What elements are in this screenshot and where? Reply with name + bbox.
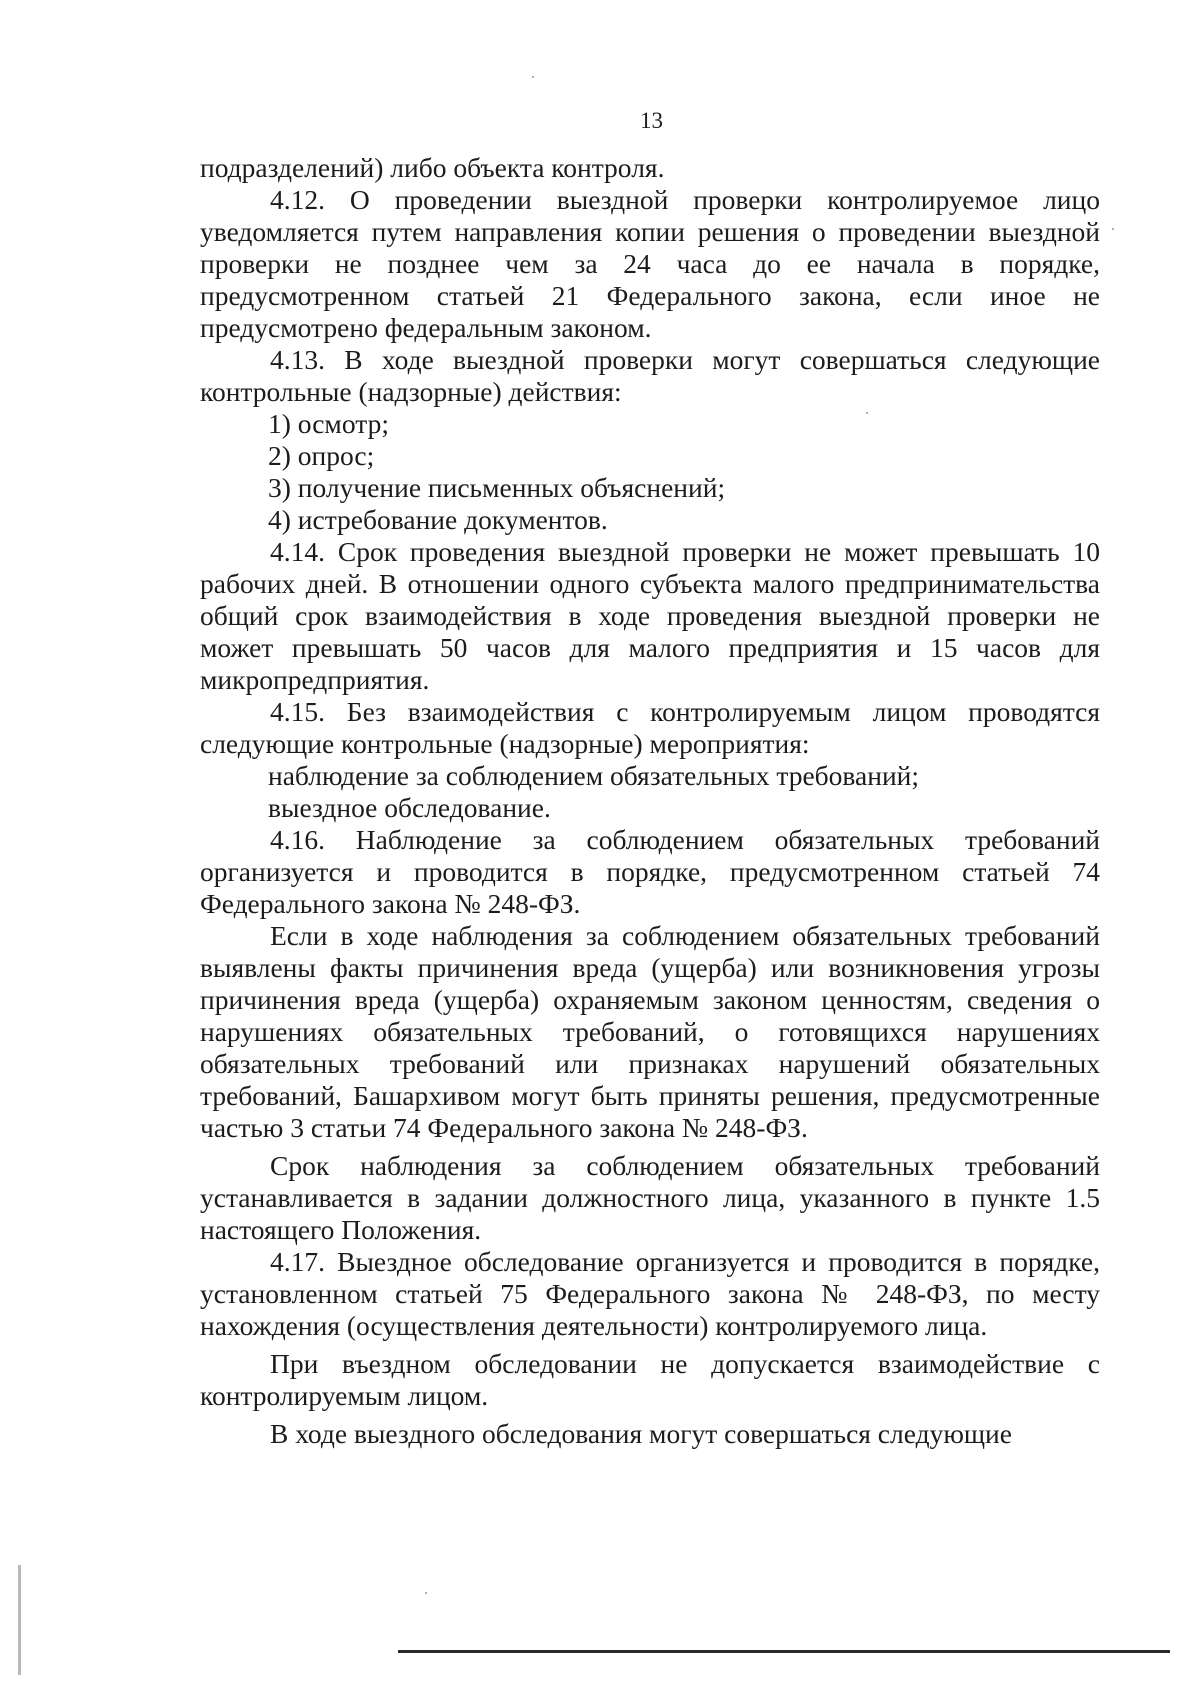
- list-item: 2) опрос;: [268, 440, 375, 471]
- paragraph-4-16: 4.16. Наблюдение за соблюдением обязательных требований организуется и проводится в порядке, предусмотренном статьей 74 Федерального закона № 248-ФЗ.: [200, 824, 1100, 919]
- scan-speck: [866, 412, 868, 414]
- paragraph: Срок наблюдения за соблюдением обязательных требований устанавливается в задании должностного лица, указанного в пункте 1.5 настоящего Положения.: [200, 1150, 1100, 1245]
- document-body: [200, 152, 1100, 1450]
- list-item: 3) получение письменных объяснений;: [268, 472, 726, 503]
- scan-speck: [1112, 228, 1114, 230]
- scan-speck: [425, 1592, 427, 1594]
- paragraph: При въездном обследовании не допускается взаимодействие с контролируемым лицом.: [200, 1348, 1100, 1411]
- scan-margin-line: [18, 1565, 21, 1675]
- paragraph-4-12: 4.12. О проведении выездной проверки контролируемое лицо уведомляется путем направления копии решения о проведении выездной проверки не позднее чем за 24 часа до ее начала в порядке, предусмотренном статьей 21 Федерального закона, если иное не предусмотрено федеральным законом.: [200, 184, 1100, 343]
- list-item: 1) осмотр;: [268, 408, 389, 439]
- footer-rule: [398, 1650, 1170, 1653]
- paragraph: Если в ходе наблюдения за соблюдением обязательных требований выявлены факты причинения вреда (ущерба) или возникновения угрозы причинения вреда (ущерба) охраняемым законом ценностям, сведения о нарушениях обязательных требований, о готовящихся нарушениях обязательных требований или признаках нарушений обязательных требований, Башархивом могут быть приняты решения, предусмотренные частью 3 статьи 74 Федерального закона № 248-ФЗ.: [200, 920, 1100, 1143]
- paragraph-4-14: 4.14. Срок проведения выездной проверки не может превышать 10 рабочих дней. В отношении одного субъекта малого предпринимательства общий срок взаимодействия в ходе проведения выездной проверки не может превышать 50 часов для малого предприятия и 15 часов для микропредприятия.: [200, 536, 1100, 695]
- list-item: 4) истребование документов.: [268, 504, 608, 535]
- paragraph-4-15: 4.15. Без взаимодействия с контролируемым лицом проводятся следующие контрольные (надзорные) мероприятия:: [200, 696, 1100, 759]
- paragraph-4-17: 4.17. Выездное обследование организуется и проводится в порядке, установленном статьей 75 Федерального закона № 248-ФЗ, по месту нахождения (осуществления деятельности) контролируемого лица.: [200, 1246, 1100, 1341]
- list-item: наблюдение за соблюдением обязательных требований;: [268, 760, 920, 791]
- page-number: 13: [640, 108, 663, 133]
- paragraph: В ходе выездного обследования могут совершаться следующие: [270, 1418, 1012, 1449]
- paragraph: подразделений) либо объекта контроля.: [200, 152, 665, 183]
- paragraph-4-13: 4.13. В ходе выездной проверки могут совершаться следующие контрольные (надзорные) действия:: [200, 344, 1100, 407]
- scan-speck: [532, 76, 534, 78]
- list-item: выездное обследование.: [268, 792, 551, 823]
